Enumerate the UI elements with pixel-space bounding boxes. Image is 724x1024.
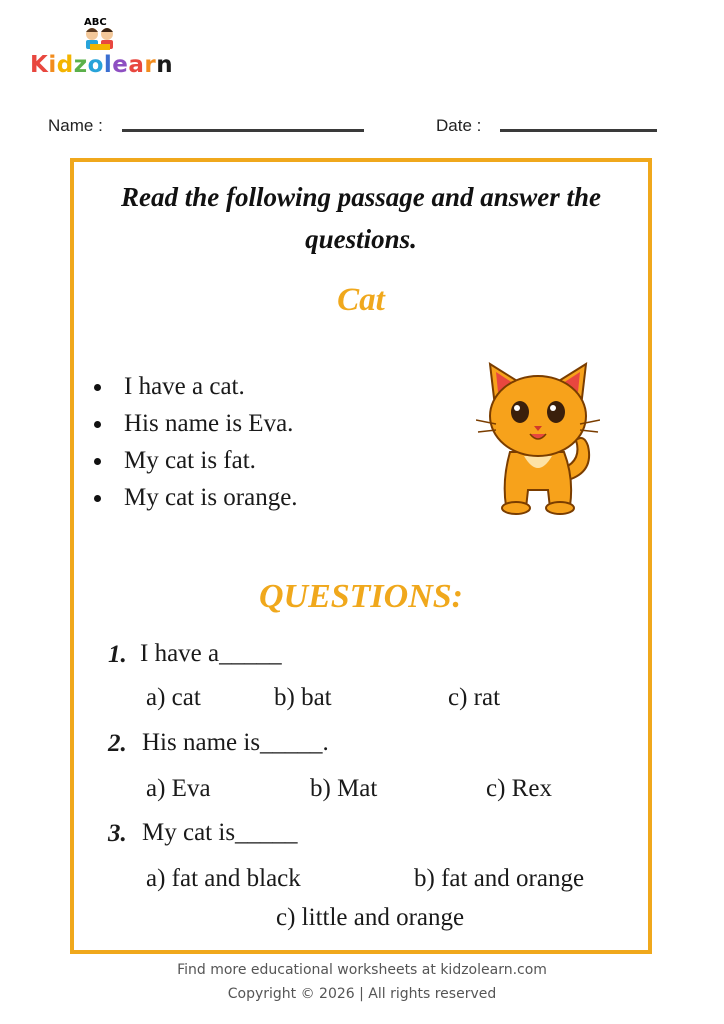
answer-option[interactable]: b) fat and orange [414, 865, 585, 892]
answer-option[interactable]: a) Eva [146, 775, 211, 802]
question-text: His name is_____. [142, 729, 329, 756]
answer-option[interactable]: b) Mat [310, 775, 378, 802]
date-line[interactable] [500, 129, 657, 132]
answer-option[interactable]: c) Rex [486, 775, 552, 802]
passage-line: I have a cat. [94, 368, 298, 405]
passage-list [94, 368, 298, 516]
question-number: 3. [108, 820, 127, 847]
kids-reading-icon [78, 14, 122, 54]
answer-option[interactable]: c) rat [448, 684, 501, 711]
question-text: I have a_____ [140, 640, 282, 667]
name-label: Name : [48, 116, 103, 135]
passage-line: His name is Eva. [94, 405, 298, 442]
name-line[interactable] [122, 129, 364, 132]
footer-copyright: Copyright © 2026 | All rights reserved [227, 986, 497, 1002]
passage-title: Cat [337, 282, 385, 318]
logo-wordmark: Kidzolearn [30, 52, 174, 78]
date-label: Date : [436, 116, 482, 135]
question-number: 2. [108, 730, 127, 757]
logo-abc-letters: ABC [84, 17, 107, 28]
footer-website-note: Find more educational worksheets at kidzolearn.com [177, 962, 547, 978]
cat-illustration-icon [476, 360, 600, 516]
answer-option[interactable]: a) fat and black [146, 865, 301, 892]
question-text: My cat is_____ [142, 819, 298, 846]
worksheet-frame [70, 158, 652, 954]
answer-option[interactable]: b) bat [274, 684, 332, 711]
kidzolearn-logo [30, 14, 174, 80]
answer-option[interactable]: a) cat [146, 684, 201, 711]
passage-line: My cat is orange. [94, 479, 298, 516]
passage-line: My cat is fat. [94, 442, 298, 479]
questions-heading: QUESTIONS: [258, 578, 464, 615]
question-number: 1. [108, 641, 127, 668]
answer-option[interactable]: c) little and orange [276, 904, 465, 931]
instruction-text: Read the following passage and answer the questions. [120, 182, 602, 254]
